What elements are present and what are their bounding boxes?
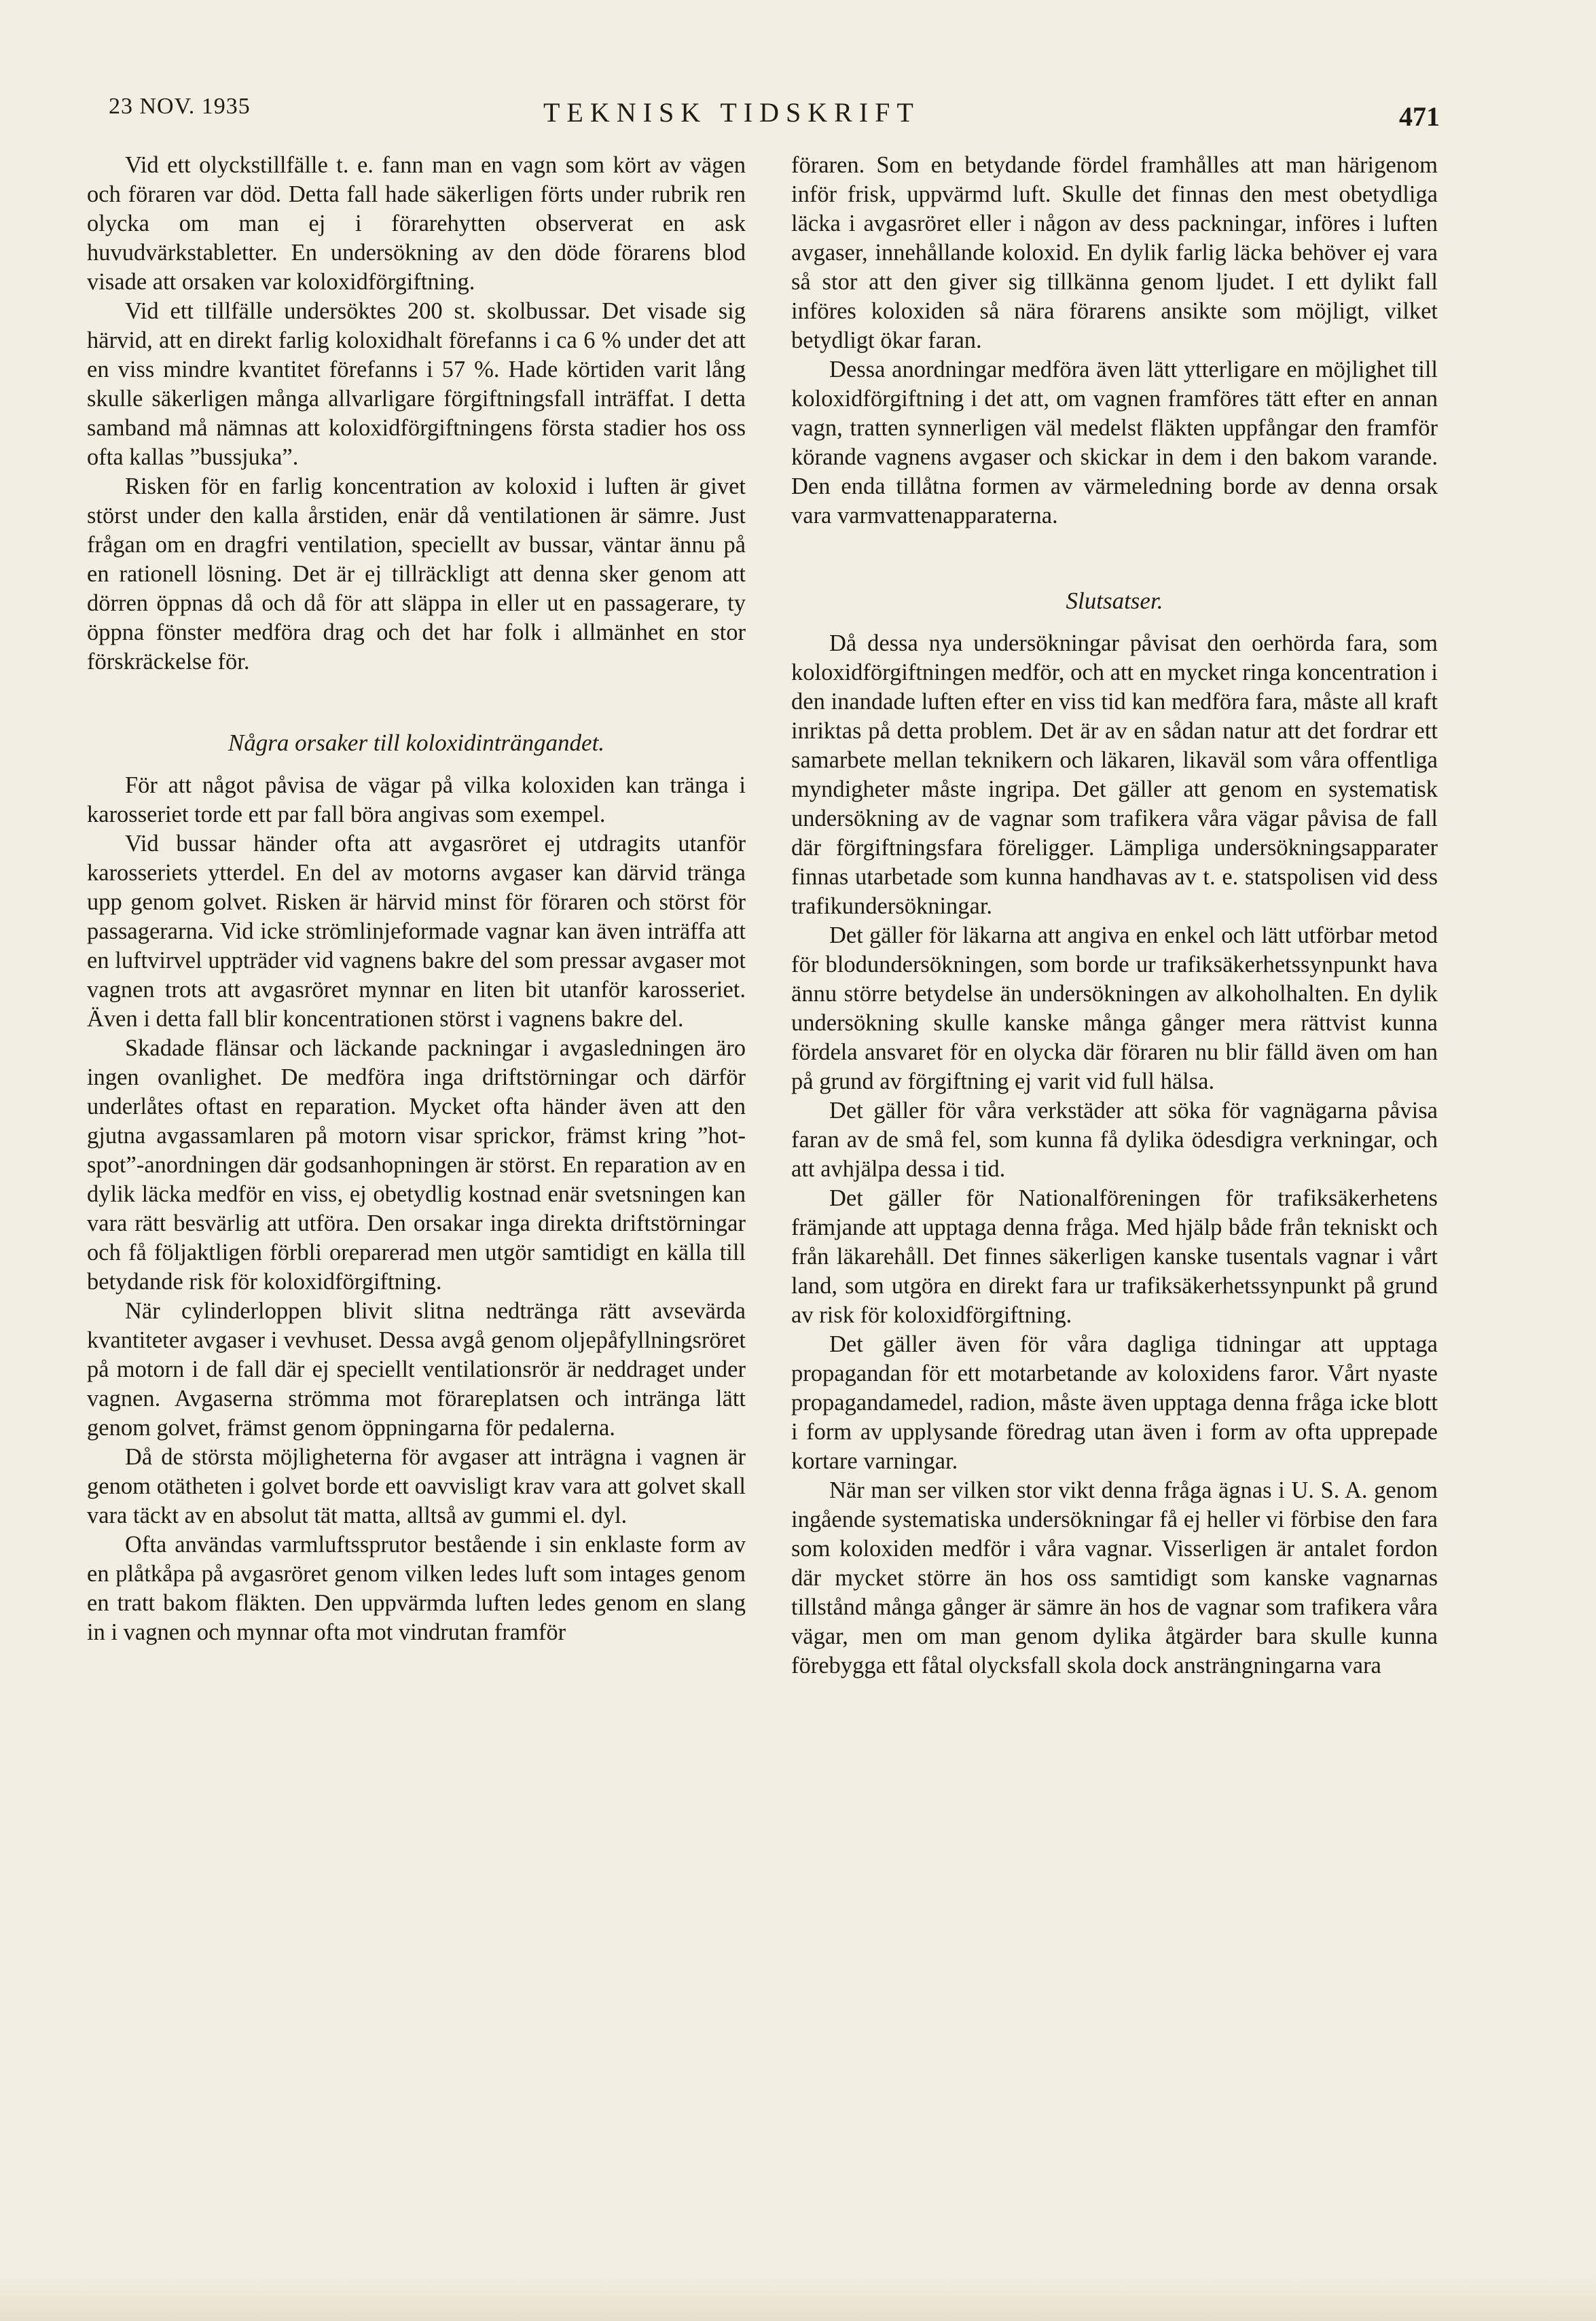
paragraph: Det gäller för våra verkstäder att söka för vagnägarna påvisa faran av de små fel, som kunna få dylika ödesdigra verkningar, och att avhjälpa dessa i tid. bbox=[791, 1098, 1438, 1182]
page-header bbox=[0, 90, 1596, 130]
paragraph: föraren. Som en betydande fördel framhålles att man härigenom inför frisk, uppvärmd luft. Skulle det finnas den mest obetydliga läcka i avgasröret eller i någon av dess packningar, införes i luften avgaser, innehållande koloxid. En dylik farlig läcka behöver ej vara så stor att den giver sig tillkänna genom ljudet. I ett dylikt fall införes koloxiden så nära förarens ansikte som möjligt, vilket betydligt ökar faran. bbox=[791, 152, 1438, 353]
paragraph: Risken för en farlig koncentration av koloxid i luften är givet störst under den kalla årstiden, enär då ventilationen är sämre. Just frågan om en dragfri ventilation, speciellt av bussar, väntar ännu på en rationell lösning. Det är ej tillräckligt att denna sker genom att dörren öppnas då och då för att släppa in eller ut en passagerare, ty öppna fönster medföra drag och det har folk i allmänhet en stor förskräckelse för. bbox=[87, 473, 746, 674]
paragraph: När man ser vilken stor vikt denna fråga ägnas i U. S. A. genom ingående systematiska undersökningar få ej heller vi förbise den fara som koloxiden medför i våra vagnar. Visserligen är antalet fordon där mycket större än hos oss samtidigt som kanske vagnarnas tillstånd många gånger är sämre än hos de vagnar som trafikera våra vägar, men om man genom dylika åtgärder bara skulle kunna förebygga ett fåtal olycksfall skola dock ansträngningarna vara bbox=[791, 1477, 1438, 1678]
paragraph: Då de största möjligheterna för avgaser att inträgna i vagnen är genom otätheten i golvet borde ett oavvisligt krav vara att golvet skall vara täckt av en absolut tät matta, alltså av gummi el. dyl. bbox=[87, 1444, 746, 1528]
paragraph: Dessa anordningar medföra även lätt ytterligare en möjlighet till koloxidförgiftning i det att, om vagnen framföres tätt efter en annan vagn, tratten synnerligen väl medelst fläkten uppfångar den framför körande vagnens avgaser och skickar in dem i den bakom varande. Den enda tillåtna formen av värmeledning borde av denna orsak vara varmvattenapparaterna. bbox=[791, 357, 1438, 528]
paragraph: Det gäller även för våra dagliga tidningar att upptaga propagandan för ett motarbetande av koloxidens faror. Vårt nyaste propagandamedel, radion, måste även upptaga denna fråga icke blott i form av upplysande föredrag utan även i form av ofta upprepade kortare varningar. bbox=[791, 1331, 1438, 1474]
section-heading: Några orsaker till koloxidinträngandet. bbox=[228, 730, 605, 756]
paragraph: Vid ett tillfälle undersöktes 200 st. skolbussar. Det visade sig härvid, att en direkt farlig koloxidhalt förefanns i ca 6 % under det att en viss mindre kvantitet förefanns i 57 %. Hade körtiden varit lång skulle säkerligen många allvarligare förgiftningsfall inträffat. I detta samband må nämnas att koloxidförgiftningens första stadier hos oss ofta kallas ”bussjuka”. bbox=[87, 298, 746, 470]
right-column bbox=[791, 151, 1438, 1680]
paragraph: Skadade flänsar och läckande packningar i avgasledningen äro ingen ovanlighet. De medföra inga driftstörningar och därför underlåtes oftast en reparation. Mycket ofta händer även att den gjutna avgassamlaren på motorn visar sprickor, främst kring ”hot-spot”-anordningen där godsanhopningen är störst. En reparation av en dylik läcka medför en viss, ej obetydlig kostnad enär svetsningen kan vara rätt besvärlig att utföra. Den orsakar inga direkta driftstörningar och få följaktligen förbli oreparerad men utgör samtidigt en källa till betydande risk för koloxidförgiftning. bbox=[87, 1035, 746, 1295]
paragraph: Det gäller för Nationalföreningen för trafiksäkerhetens främjande att upptaga denna fråga. Med hjälp både från tekniskt och från läkarehåll. Det finnes säkerligen kanske tusentals vagnar i vårt land, som utgöra en direkt fara ur trafiksäkerhetssynpunkt på grund av risk för koloxidförgiftning. bbox=[791, 1185, 1438, 1328]
paragraph: Då dessa nya undersökningar påvisat den oerhörda fara, som koloxidförgiftningen medför, och att en mycket ringa koncentration i den inandade luften efter en viss tid kan medföra fara, måste all kraft inriktas på detta problem. Det är av en sådan natur att det fordrar ett samarbete mellan teknikern och läkaren, likaväl som våra offentliga myndigheter måste ingripa. Det gäller att genom en systematisk undersökning av de vagnar som trafikera våra vägar påvisa de fall där förgiftningsfara föreligger. Lämpliga undersökningsapparater finnas utarbetade som kunna handhavas av t. e. statspolisen vid dess trafikundersökningar. bbox=[791, 630, 1438, 919]
paragraph: Ofta användas varmluftssprutor bestående i sin enklaste form av en plåtkåpa på avgasröret genom vilken ledes luft som intages genom en tratt bakom fläkten. Den uppvärmda luften ledes genom en slang in i vagnen och mynnar ofta mot vindrutan framför bbox=[87, 1532, 746, 1645]
issue-date: 23 NOV. 1935 bbox=[109, 94, 251, 119]
page-number: 471 bbox=[1399, 101, 1440, 132]
paragraph: När cylinderloppen blivit slitna nedtränga rätt avsevärda kvantiteter avgaser i vevhuset. Dessa avgå genom oljepåfyllningsröret på motorn i de fall där ej speciellt ventilationsrör är neddraget under vagnen. Avgaserna strömma mot förareplatsen och intränga lätt genom golvet, främst genom öppningarna för pedalerna. bbox=[87, 1298, 746, 1441]
paragraph: Vid bussar händer ofta att avgasröret ej utdragits utanför karosseriets ytterdel. En del av motorns avgaser kan därvid tränga upp genom golvet. Risken är härvid minst för föraren och störst för passagerarna. Vid icke strömlinjeformade vagnar kan även inträffa att en luftvirvel uppträder vid vagnens bakre del som pressar avgaser mot vagnen trots att avgasröret mynnar en liten bit utanför karosseriet. Även i detta fall blir koncentrationen störst i vagnens bakre del. bbox=[87, 831, 746, 1032]
section-heading: Slutsatser. bbox=[1066, 588, 1163, 614]
paragraph: Vid ett olyckstillfälle t. e. fann man en vagn som kört av vägen och föraren var död. Detta fall hade säkerligen förts under rubrik ren olycka om man ej i förarehytten observerat en ask huvudvärkstabletter. En undersökning av den döde förarens blod visade att orsaken var koloxidförgiftning. bbox=[87, 152, 746, 295]
journal-title: TEKNISK TIDSKRIFT bbox=[543, 97, 920, 128]
paragraph: Det gäller för läkarna att angiva en enkel och lätt utförbar metod för blodundersökningen, som borde ur trafiksäkerhetssynpunkt hava ännu större betydelse än undersökningen av alkoholhalten. En dylik undersökning skulle kanske många gånger mera rättvist kunna fördela ansvaret för en olycka där föraren nu blir fälld även om han på grund av förgiftning ej varit vid full hälsa. bbox=[791, 922, 1438, 1094]
paragraph: För att något påvisa de vägar på vilka koloxiden kan tränga i karosseriet torde ett par fall böra angivas som exempel. bbox=[87, 772, 746, 827]
left-column bbox=[87, 151, 746, 1647]
